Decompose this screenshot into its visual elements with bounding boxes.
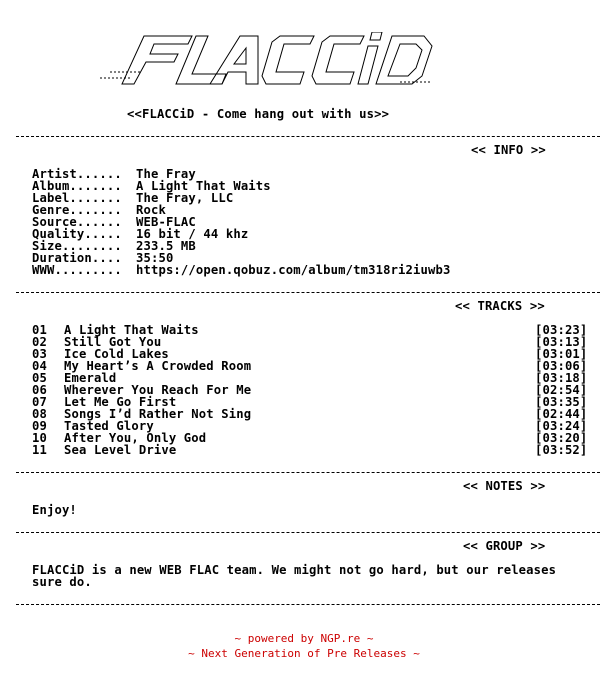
svg-text:FLACCiD: FLACCiD (270, 62, 275, 63)
track-title: Ice Cold Lakes (64, 347, 169, 361)
track-duration: [03:06] (535, 359, 588, 373)
info-value-duration: 35:50 (136, 251, 174, 265)
info-value-size: 233.5 MB (136, 239, 196, 253)
track-title: Emerald (64, 371, 117, 385)
track-duration: [03:35] (535, 395, 588, 409)
info-value-quality: 16 bit / 44 khz (136, 227, 249, 241)
info-label-size: Size........ (32, 239, 122, 253)
track-number: 01 (32, 323, 47, 337)
track-duration: [03:18] (535, 371, 588, 385)
track-duration: [02:54] (535, 383, 588, 397)
track-number: 09 (32, 419, 47, 433)
track-title: Songs I’d Rather Not Sing (64, 407, 252, 421)
info-label-artist: Artist...... (32, 167, 122, 181)
track-number: 04 (32, 359, 47, 373)
divider (16, 136, 600, 137)
info-label-album: Album....... (32, 179, 122, 193)
info-label-quality: Quality..... (32, 227, 122, 241)
track-duration: [02:44] (535, 407, 588, 421)
info-value-www[interactable]: https://open.qobuz.com/album/tm318ri2iuwb3 (136, 263, 451, 277)
track-title: My Heart’s A Crowded Room (64, 359, 252, 373)
divider (16, 604, 600, 605)
info-value-genre: Rock (136, 203, 166, 217)
info-label-duration: Duration.... (32, 251, 122, 265)
footer-tagline: ~ Next Generation of Pre Releases ~ (188, 647, 420, 660)
track-title: Still Got You (64, 335, 162, 349)
info-label-label: Label....... (32, 191, 122, 205)
group-text-line-1: FLACCiD is a new WEB FLAC team. We might not go hard, but our releases (32, 563, 557, 577)
track-duration: [03:20] (535, 431, 588, 445)
track-number: 10 (32, 431, 47, 445)
track-duration: [03:23] (535, 323, 588, 337)
flaccid-logo (100, 32, 440, 88)
track-duration: [03:13] (535, 335, 588, 349)
track-title: Sea Level Drive (64, 443, 177, 457)
tagline: <<FLACCiD - Come hang out with us>> (127, 107, 390, 121)
info-label-source: Source...... (32, 215, 122, 229)
tracks-heading: << TRACKS >> (455, 299, 545, 313)
info-label-genre: Genre....... (32, 203, 122, 217)
info-value-album: A Light That Waits (136, 179, 271, 193)
track-title: Wherever You Reach For Me (64, 383, 252, 397)
divider (16, 292, 600, 293)
track-duration: [03:52] (535, 443, 588, 457)
track-title: Let Me Go First (64, 395, 177, 409)
track-number: 07 (32, 395, 47, 409)
info-label-www: WWW......... (32, 263, 122, 277)
track-number: 11 (32, 443, 47, 457)
group-text-line-2: sure do. (32, 575, 92, 589)
divider (16, 532, 600, 533)
track-duration: [03:01] (535, 347, 588, 361)
track-duration: [03:24] (535, 419, 588, 433)
track-number: 06 (32, 383, 47, 397)
track-number: 02 (32, 335, 47, 349)
track-number: 03 (32, 347, 47, 361)
divider (16, 472, 600, 473)
notes-text: Enjoy! (32, 503, 77, 517)
info-value-label: The Fray, LLC (136, 191, 234, 205)
group-heading: << GROUP >> (463, 539, 546, 553)
info-value-artist: The Fray (136, 167, 196, 181)
track-title: Tasted Glory (64, 419, 154, 433)
track-title: A Light That Waits (64, 323, 199, 337)
footer-powered-by: ~ powered by NGP.re ~ (234, 632, 374, 645)
info-heading: << INFO >> (471, 143, 546, 157)
track-title: After You, Only God (64, 431, 207, 445)
track-number: 05 (32, 371, 47, 385)
notes-heading: << NOTES >> (463, 479, 546, 493)
track-number: 08 (32, 407, 47, 421)
info-value-source: WEB-FLAC (136, 215, 196, 229)
